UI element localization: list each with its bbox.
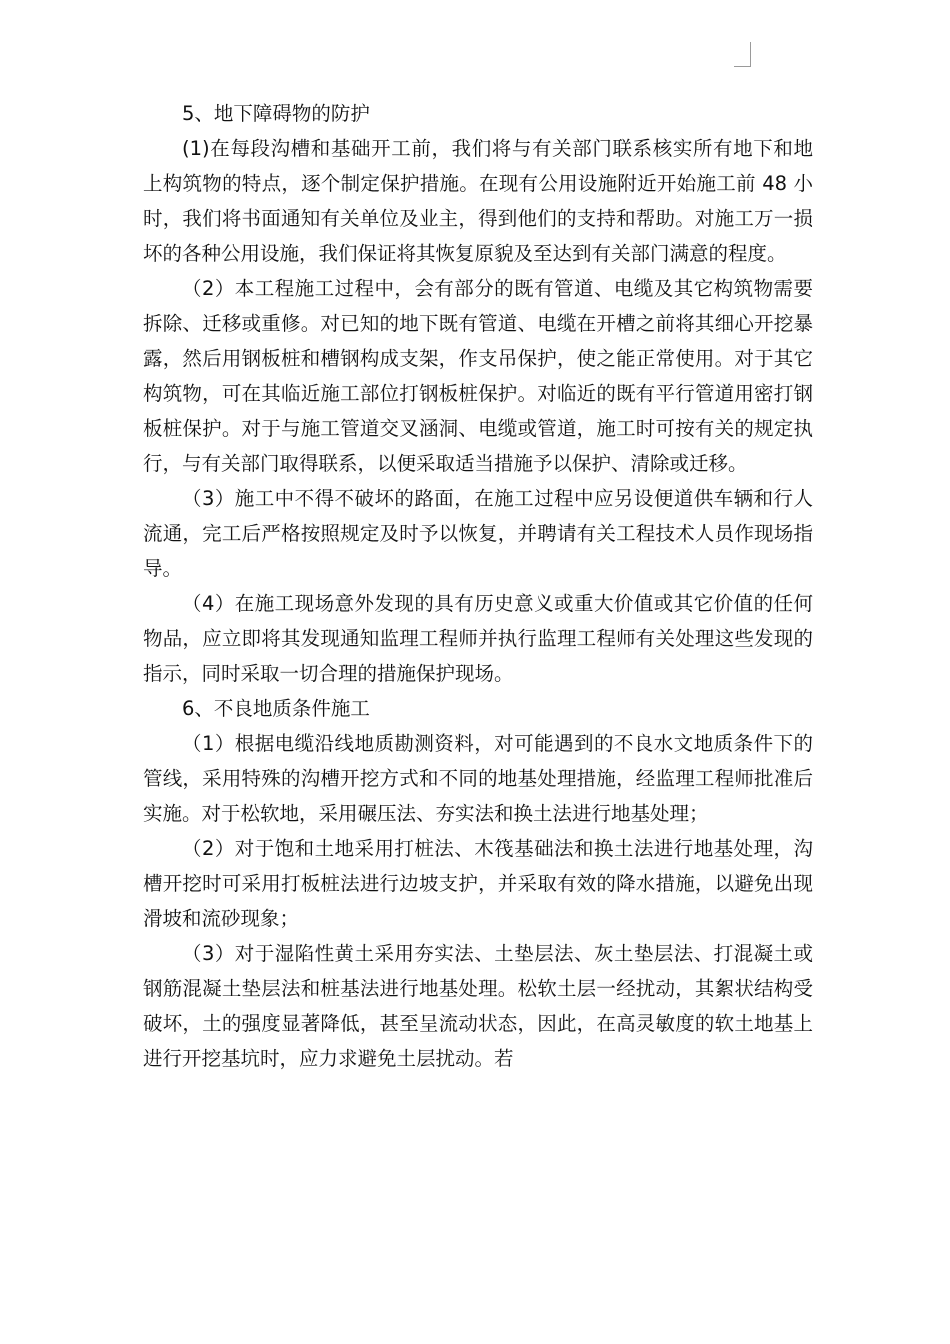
paragraph-5-1: (1)在每段沟槽和基础开工前，我们将与有关部门联系核实所有地下和地上构筑物的特点，逐个制定保护措施。在现有公用设施附近开始施工前 48 小时，我们将书面通知有关单位及业主，得到他们的支持和帮助。对施工万一损坏的各种公用设施，我们保证将其恢复原貌及至达到有关部门满意的程度。 [143,137,813,265]
paragraph-6-1: （1）根据电缆沿线地质勘测资料，对可能遇到的不良水文地质条件下的管线，采用特殊的沟槽开挖方式和不同的地基处理措施，经监理工程师批准后实施。对于松软地，采用碾压法、夯实法和换土法进行地基处理； [143,732,813,825]
section-heading-5: 5、地下障碍物的防护 [182,102,370,125]
paragraph-5-4: （4）在施工现场意外发现的具有历史意义或重大价值或其它价值的任何物品，应立即将其发现通知监理工程师并执行监理工程师有关处理这些发现的指示，同时采取一切合理的措施保护现场。 [143,592,813,685]
page-corner-mark [734,42,751,67]
paragraph-5-2: （2）本工程施工过程中，会有部分的既有管道、电缆及其它构筑物需要拆除、迁移或重修。对已知的地下既有管道、电缆在开槽之前将其细心开挖暴露，然后用钢板桩和槽钢构成支架，作支吊保护，使之能正常使用。对于其它构筑物，可在其临近施工部位打钢板桩保护。对临近的既有平行管道用密打钢板桩保护。对于与施工管道交叉涵洞、电缆或管道，施工时可按有关的规定执行，与有关部门取得联系，以便采取适当措施予以保护、清除或迁移。 [143,277,813,475]
paragraph-5-3: （3）施工中不得不破坏的路面，在施工过程中应另设便道供车辆和行人流通，完工后严格按照规定及时予以恢复，并聘请有关工程技术人员作现场指导。 [143,487,813,580]
document-body [143,96,813,1076]
section-heading-6: 6、不良地质条件施工 [182,697,370,720]
paragraph-6-3: （3）对于湿陷性黄土采用夯实法、土垫层法、灰土垫层法、打混凝土或钢筋混凝土垫层法和桩基法进行地基处理。松软土层一经扰动，其絮状结构受破坏，土的强度显著降低，甚至呈流动状态，因此，在高灵敏度的软土地基上进行开挖基坑时，应力求避免土层扰动。若 [143,942,813,1070]
paragraph-6-2: （2）对于饱和土地采用打桩法、木筏基础法和换土法进行地基处理，沟槽开挖时可采用打板桩法进行边坡支护，并采取有效的降水措施，以避免出现滑坡和流砂现象； [143,837,813,930]
